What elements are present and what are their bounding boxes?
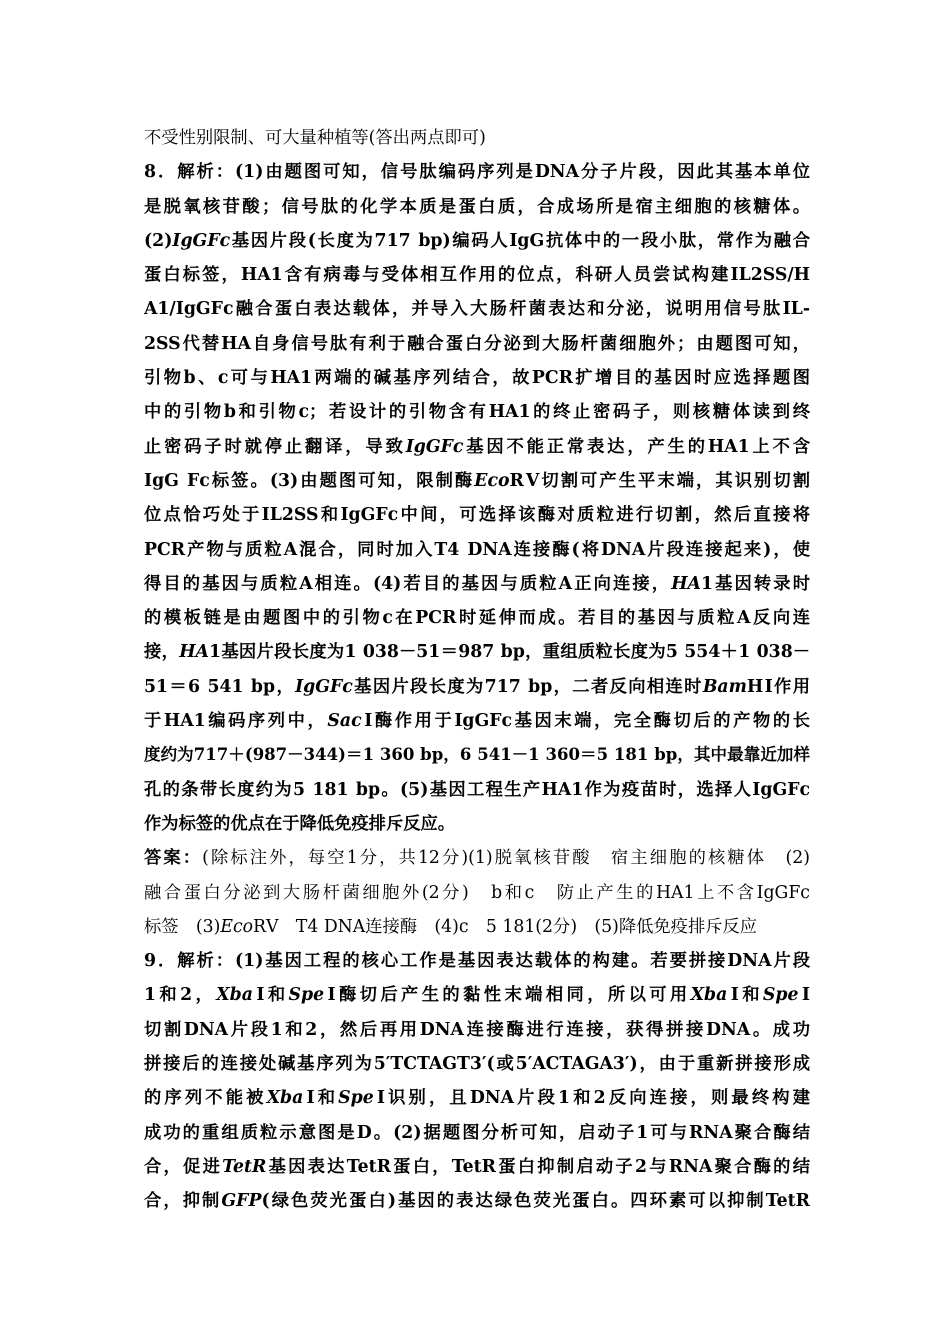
text-segment: 中的引物b和引物c；若设计的引物含有HA1的终止密码子，则核糖体读到终 xyxy=(144,402,810,423)
text-segment: 引物b、c可与HA1两端的碱基序列结合，故PCR扩增目的基因时应选择题图 xyxy=(144,368,810,389)
text-line xyxy=(144,1184,810,1218)
text-segment: Ⅰ和 xyxy=(252,985,289,1006)
text-line xyxy=(144,704,810,738)
text-segment: 不受性别限制、可大量种植等(答出两点即可) xyxy=(144,128,486,148)
text-segment: PCR产物与质粒A混合，同时加入T4 DNA连接酶(将DNA片段连接起来)，使 xyxy=(144,539,810,560)
text-segment: 基因片段长度为717 bp，二者反向相连时 xyxy=(352,676,703,697)
text-segment: Xba xyxy=(690,985,728,1006)
text-line xyxy=(144,1116,810,1150)
text-line xyxy=(144,635,810,669)
text-segment: HA xyxy=(671,573,701,594)
text-segment: Ⅰ识别，且DNA片段1和2反向连接，则最终构建 xyxy=(373,1088,810,1109)
text-segment: 成功的重组质粒示意图是D。(2)据题图分析可知，启动子1可与RNA聚合酶结 xyxy=(144,1122,810,1143)
text-line xyxy=(144,1150,810,1184)
text-segment: Xba xyxy=(216,985,253,1006)
text-segment: 1和2， xyxy=(144,985,217,1006)
text-line xyxy=(144,841,810,875)
text-segment: IgGFc xyxy=(405,436,464,457)
text-segment: (1)由题图可知，信号肽编码序列是DNA分子片段，因此其基本单位 xyxy=(235,162,810,183)
text-line xyxy=(144,430,810,464)
text-segment: 51＝6 541 bp， xyxy=(144,676,296,697)
text-line xyxy=(144,1047,810,1081)
text-segment: 位点恰巧处于IL2SS和IgGFc中间，可选择该酶对质粒进行切割，然后直接将 xyxy=(144,505,810,526)
text-segment: Ⅰ和 xyxy=(727,985,763,1006)
text-line xyxy=(144,978,810,1012)
text-line xyxy=(144,121,810,155)
text-segment: IgG Fc标签。(3)由题图可知，限制酶 xyxy=(144,470,475,491)
text-segment: IgGFc xyxy=(295,676,353,697)
text-segment: 融合蛋白分泌到大肠杆菌细胞外(2分) b和c 防止产生的HA1上不含IgGFc xyxy=(144,882,810,903)
text-segment: Bam xyxy=(702,676,747,697)
text-segment: Ⅰ xyxy=(798,985,810,1006)
text-segment: Sac xyxy=(327,711,362,732)
text-line xyxy=(144,738,810,772)
text-segment: RⅤ T4 DNA连接酶 (4)c 5 181(2分) (5)降低免疫排斥反应 xyxy=(253,916,758,937)
text-segment: Ⅰ酶切后产生的黏性末端相同，所以可用 xyxy=(324,985,691,1006)
text-segment: 接， xyxy=(144,642,180,663)
text-segment: IgGFc xyxy=(172,230,231,251)
text-segment: Spe xyxy=(288,985,325,1006)
text-segment: GFP xyxy=(221,1191,262,1212)
text-line xyxy=(144,361,810,395)
text-segment: 得目的基因与质粒A相连。(4)若目的基因与质粒A正向连接， xyxy=(144,573,672,594)
text-line xyxy=(144,464,810,498)
text-line xyxy=(144,910,810,944)
text-segment: Ⅰ和 xyxy=(303,1088,339,1109)
text-segment: 度约为717＋(987－344)＝1 360 bp，6 541－1 360＝5 181 bp，其中最靠近加样 xyxy=(144,745,810,765)
text-segment: 孔的条带长度约为5 181 bp。(5)基因工程生产HA1作为疫苗时，选择人IgGFc xyxy=(144,779,810,800)
text-line xyxy=(144,224,810,258)
text-line xyxy=(144,292,810,326)
text-line xyxy=(144,670,810,704)
text-segment: 止密码子时就停止翻译，导致 xyxy=(144,436,406,457)
text-segment: (绿色荧光蛋白)基因的表达绿色荧光蛋白。四环素可以抑制TetR xyxy=(261,1191,810,1212)
text-segment: 标签 (3) xyxy=(144,916,221,937)
text-segment: Xba xyxy=(266,1088,304,1109)
text-segment: (1)基因工程的核心工作是基因表达载体的构建。若要拼接DNA片段 xyxy=(235,951,810,972)
section-label: 答案： xyxy=(144,848,203,869)
text-line xyxy=(144,533,810,567)
text-segment: 的模板链是由题图中的引物c在PCR时延伸而成。若目的基因与质粒A反向连 xyxy=(144,608,810,629)
text-line xyxy=(144,327,810,361)
text-line xyxy=(144,876,810,910)
text-segment: 是脱氧核苷酸；信号肽的化学本质是蛋白质，合成场所是宿主细胞的核糖体。 xyxy=(144,196,810,217)
text-line xyxy=(144,258,810,292)
text-line xyxy=(144,807,810,841)
text-segment: 蛋白标签，HA1含有病毒与受体相互作用的位点，科研人员尝试构建IL2SS/H xyxy=(144,265,810,286)
text-segment: (除标注外，每空1分，共12分)(1)脱氧核苷酸 宿主细胞的核糖体 (2) xyxy=(202,848,810,869)
text-segment: Spe xyxy=(762,985,799,1006)
text-segment: 基因表达TetR蛋白，TetR蛋白抑制启动子2与RNA聚合酶的结 xyxy=(266,1156,810,1177)
text-line xyxy=(144,190,810,224)
text-line xyxy=(144,601,810,635)
text-segment: Eco xyxy=(474,470,510,491)
text-segment: TetR xyxy=(222,1156,267,1177)
text-segment: RⅤ切割可产生平末端，其识别切割 xyxy=(509,470,810,491)
text-line xyxy=(144,1013,810,1047)
text-line xyxy=(144,773,810,807)
text-segment: 作为标签的优点在于降低免疫排斥反应。 xyxy=(144,813,456,834)
text-segment: Spe xyxy=(338,1088,374,1109)
text-segment: 基因片段(长度为717 bp)编码人IgG抗体中的一段小肽，常作为融合 xyxy=(230,230,810,251)
text-segment: 基因不能正常表达，产生的HA1上不含 xyxy=(463,436,810,457)
text-segment: Ⅰ酶作用于IgGFc基因末端，完全酶切后的产物的长 xyxy=(361,711,810,732)
text-segment: 1基因片段长度为1 038－51＝987 bp，重组质粒长度为5 554＋1 038－ xyxy=(208,642,810,663)
text-line xyxy=(144,498,810,532)
text-line xyxy=(144,944,810,978)
text-segment: 1基因转录时 xyxy=(700,573,810,594)
text-segment: 于HA1编码序列中， xyxy=(144,711,328,732)
text-line xyxy=(144,1081,810,1115)
text-line xyxy=(144,155,810,189)
text-segment: 拼接后的连接处碱基序列为5′TCTAGT3′(或5′ACTAGA3′)，由于重新拼接形成 xyxy=(144,1054,810,1075)
text-line xyxy=(144,567,810,601)
text-segment: 合，促进 xyxy=(144,1156,223,1177)
text-segment: 2SS代替HA自身信号肽有利于融合蛋白分泌到大肠杆菌细胞外；由题图可知， xyxy=(144,333,810,354)
text-segment: HⅠ作用 xyxy=(746,676,810,697)
text-line xyxy=(144,395,810,429)
text-segment: HA xyxy=(179,642,209,663)
answer-text-body xyxy=(144,121,810,1219)
text-segment: 的序列不能被 xyxy=(144,1088,267,1109)
text-segment: A1/IgGFc融合蛋白表达载体，并导入大肠杆菌表达和分泌，说明用信号肽IL- xyxy=(144,299,810,320)
section-label: 9．解析： xyxy=(144,951,235,972)
section-label: 8．解析： xyxy=(144,162,235,183)
text-segment: 切割DNA片段1和2，然后再用DNA连接酶进行连接，获得拼接DNA。成功 xyxy=(144,1019,810,1040)
text-segment: (2) xyxy=(144,230,173,251)
text-segment: Eco xyxy=(220,916,254,937)
text-segment: 合，抑制 xyxy=(144,1191,222,1212)
